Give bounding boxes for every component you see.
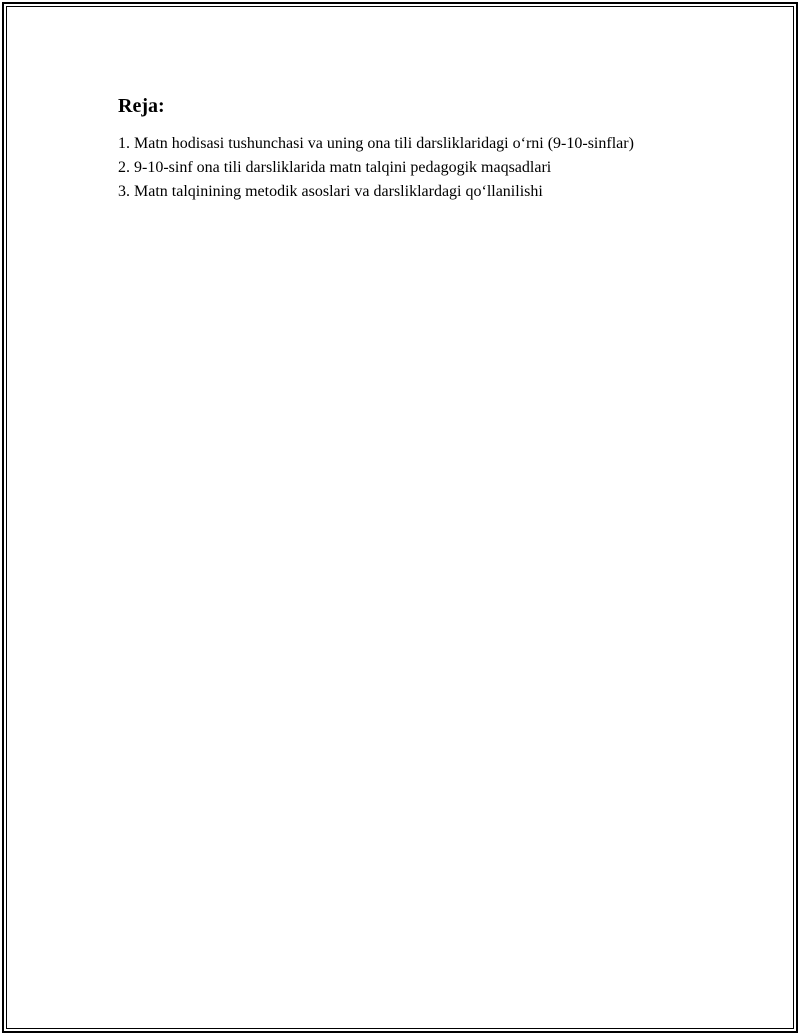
plan-item-2: 2. 9-10-sinf ona tili darsliklarida matn talqini pedagogik maqsadlari bbox=[118, 159, 552, 176]
plan-item-1: 1. Matn hodisasi tushunchasi va uning ona tili darsliklaridagi o‘rni (9-10-sinflar) bbox=[118, 135, 634, 152]
document-content bbox=[118, 94, 678, 204]
plan-title: Reja: bbox=[118, 95, 165, 117]
plan-list bbox=[118, 132, 678, 204]
plan-item-3: 3. Matn talqinining metodik asoslari va darsliklardagi qo‘llanilishi bbox=[118, 183, 543, 200]
